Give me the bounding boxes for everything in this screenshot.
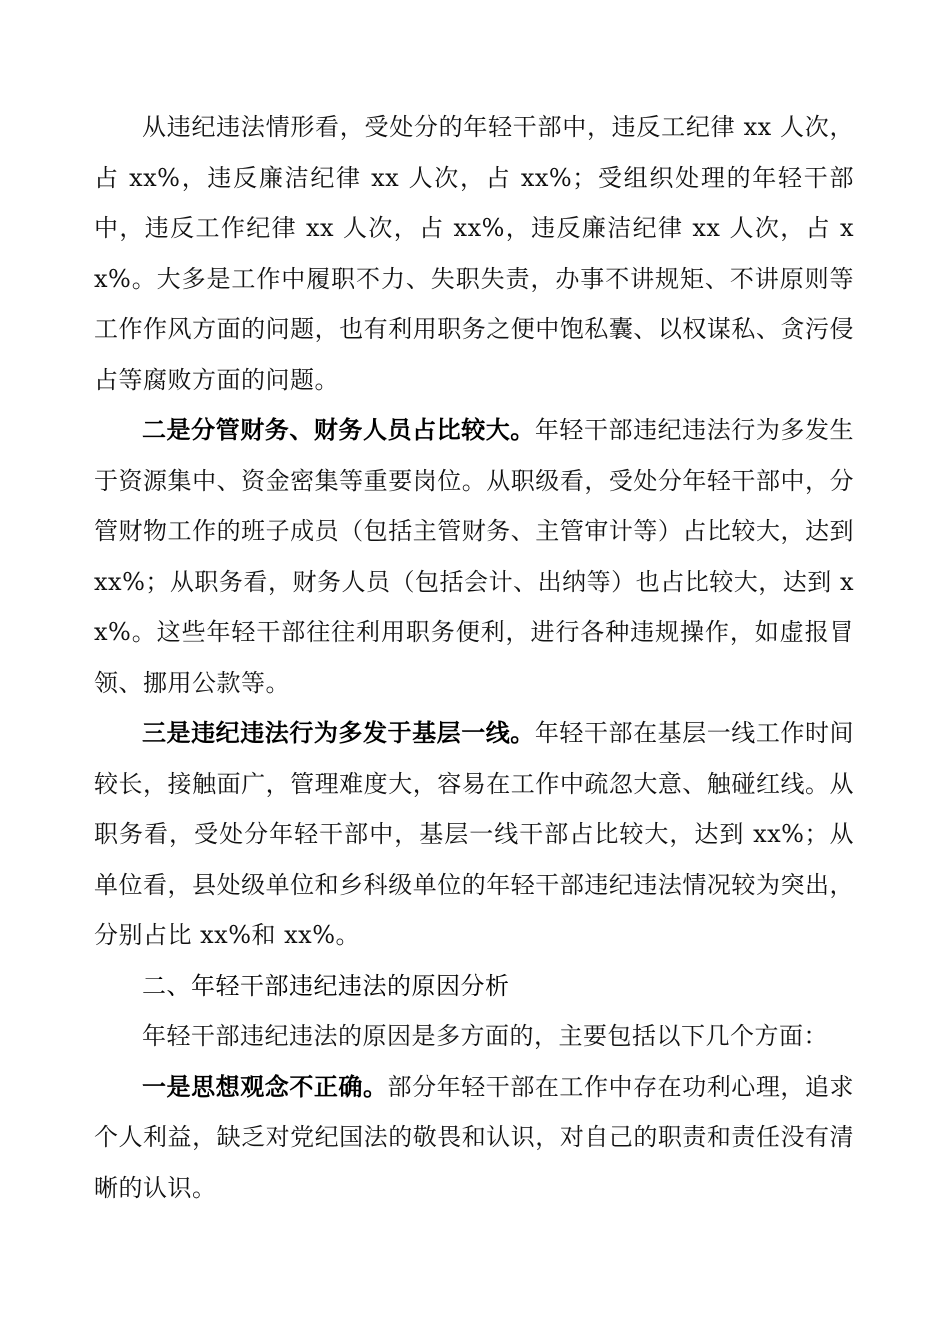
paragraph-lead: 三是违纪违法行为多发于基层一线。 — [142, 719, 535, 747]
paragraph-text: 从违纪违法情形看，受处分的年轻干部中，违反工纪律 xx 人次，占 xx%，违反廉洁纪律 xx 人次，占 xx%；受组织处理的年轻干部中，违反工作纪律 xx 人次，占 xx%，违反廉洁纪律 xx 人次，占 xx%。大多是工作中履职不力、失职失责，办事不讲规矩、不讲原则等工作作风方面的问题，也有利用职务之便中饱私囊、以权谋私、贪污侵占等腐败方面的问题。 — [94, 113, 854, 394]
section-heading: 二、年轻干部违纪违法的原因分析 — [142, 971, 510, 1000]
paragraph-violation-types — [94, 102, 854, 405]
paragraph-finance-staff — [94, 405, 854, 708]
document-body — [94, 102, 854, 1213]
paragraph-grassroots — [94, 708, 854, 961]
paragraph-mindset — [94, 1062, 854, 1214]
paragraph-text: 年轻干部违纪违法行为多发生于资源集中、资金密集等重要岗位。从职级看，受处分年轻干部中，分管财物工作的班子成员（包括主管财务、主管审计等）占比较大，达到 xx%；从职务看，财务人员（包括会计、出纳等）也占比较大，达到 xx%。这些年轻干部往往利用职务便利，进行各种违规操作，如虚报冒领、挪用公款等。 — [94, 416, 855, 697]
paragraph-intro: 年轻干部违纪违法的原因是多方面的，主要包括以下几个方面： — [142, 1022, 828, 1050]
paragraph-lead: 二是分管财务、财务人员占比较大。 — [142, 416, 535, 444]
paragraph-text: 年轻干部在基层一线工作时间较长，接触面广，管理难度大，容易在工作中疏忽大意、触碰红线。从职务看，受处分年轻干部中，基层一线干部占比较大，达到 xx%；从单位看，县处级单位和乡科级单位的年轻干部违纪违法情况较为突出，分别占比 xx%和 xx%。 — [94, 719, 855, 949]
paragraph-lead: 一是思想观念不正确。 — [142, 1072, 388, 1101]
paragraph-text: 部分年轻干部在工作中存在功利心理，追求个人利益，缺乏对党纪国法的敬畏和认识，对自己的职责和责任没有清晰的认识。 — [94, 1072, 855, 1202]
